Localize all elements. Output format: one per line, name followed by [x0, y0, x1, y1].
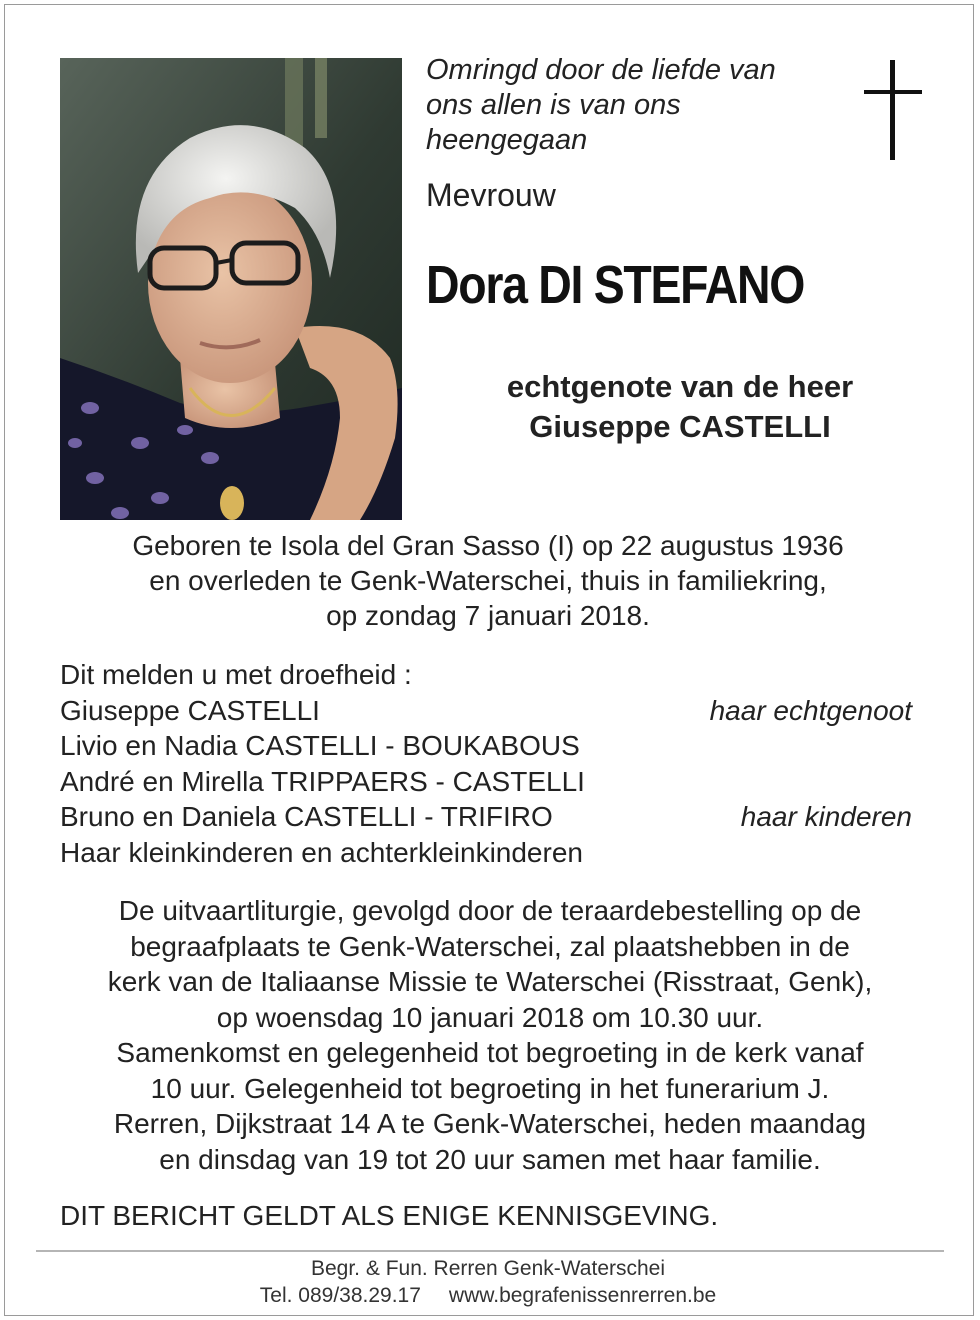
- intro-text: [426, 53, 846, 158]
- cross-icon: [864, 60, 922, 160]
- website-link[interactable]: www.begrafenissenrerren.be: [448, 1284, 717, 1307]
- intro-line: Omringd door de liefde van: [426, 54, 776, 86]
- liturgy-line: 10 uur. Gelegenheid tot begroeting in het funerarium J.: [150, 1072, 830, 1104]
- family-row: [60, 693, 912, 729]
- liturgy-line: De uitvaartliturgie, gevolgd door de teraardebestelling op de: [118, 895, 862, 926]
- spouse-line: Giuseppe CASTELLI: [529, 409, 831, 444]
- intro-line: ons allen is van ons: [426, 89, 681, 121]
- birth-death-info: [20, 528, 956, 633]
- intro-line: heengegaan: [426, 124, 588, 156]
- portrait-photo: [60, 58, 402, 520]
- family-list: [60, 657, 912, 870]
- liturgy-line: en dinsdag van 19 tot 20 uur samen met haar familie.: [159, 1143, 821, 1175]
- spouse-info: [400, 367, 960, 447]
- birth-line: op zondag 7 januari 2018.: [326, 600, 650, 631]
- family-relation: haar echtgenoot: [709, 694, 912, 726]
- family-row: [60, 728, 912, 764]
- honorific: Mevrouw: [426, 177, 556, 213]
- phone-number: Tel. 089/38.29.17: [259, 1284, 421, 1307]
- family-row: [60, 835, 912, 871]
- family-member-name: Giuseppe CASTELLI: [60, 694, 320, 726]
- footer-contact: [20, 1282, 956, 1309]
- liturgy-line: kerk van de Italiaanse Missie te Waterschei (Risstraat, Genk),: [107, 966, 873, 997]
- family-member-name: Haar kleinkinderen en achterkleinkinderen: [60, 836, 583, 868]
- birth-line: en overleden te Genk-Waterschei, thuis in familiekring,: [149, 565, 827, 596]
- family-member-name: André en Mirella TRIPPAERS - CASTELLI: [60, 765, 585, 797]
- liturgy-line: Samenkomst en gelegenheid tot begroeting in de kerk vanaf: [116, 1037, 864, 1068]
- birth-line: Geboren te Isola del Gran Sasso (I) op 22 augustus 1936: [132, 530, 844, 561]
- official-notice: DIT BERICHT GELDT ALS ENIGE KENNISGEVING.: [60, 1200, 719, 1231]
- liturgy-line: begraafplaats te Genk-Waterschei, zal plaatshebben in de: [130, 930, 850, 962]
- deceased-name: Dora DI STEFANO: [426, 255, 805, 315]
- family-member-name: Bruno en Daniela CASTELLI - TRIFIRO: [60, 801, 553, 832]
- funeral-details: [40, 893, 940, 1177]
- spouse-line: echtgenote van de heer: [506, 369, 854, 404]
- family-row: [60, 764, 912, 800]
- family-row: [60, 799, 912, 835]
- funeral-home-name: Begr. & Fun. Rerren Genk-Waterschei: [310, 1257, 666, 1280]
- footer-divider: [36, 1250, 944, 1252]
- family-member-name: Livio en Nadia CASTELLI - BOUKABOUS: [60, 730, 580, 761]
- liturgy-line: Rerren, Dijkstraat 14 A te Genk-Waterschei, heden maandag: [113, 1108, 867, 1139]
- liturgy-line: op woensdag 10 januari 2018 om 10.30 uur.: [216, 1001, 764, 1033]
- family-intro: Dit melden u met droefheid :: [60, 659, 412, 690]
- family-relation: haar kinderen: [740, 801, 912, 832]
- footer: [20, 1255, 956, 1309]
